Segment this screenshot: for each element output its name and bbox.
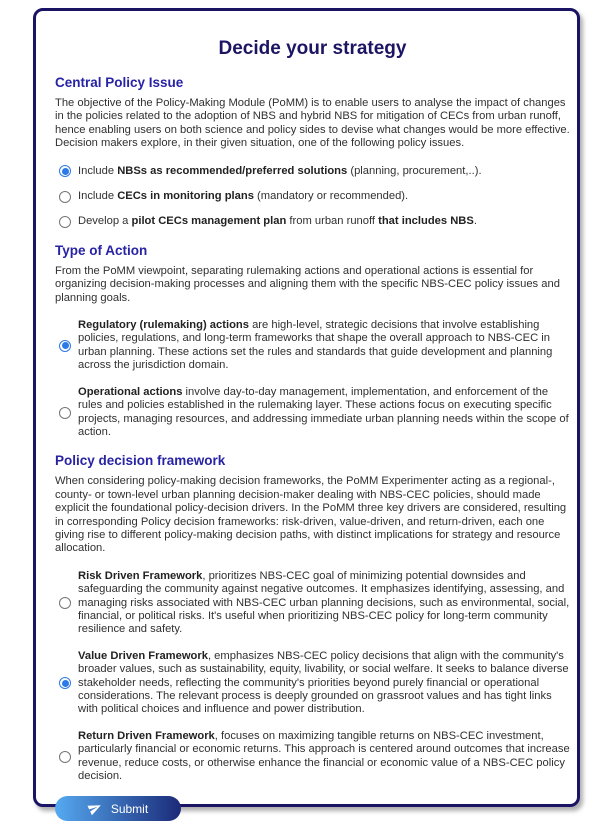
section-intro-type-of-action: From the PoMM viewpoint, separating rulemaking actions and operational actions is essential for organizing decision-making processes and aligning them with the specific NBS-CEC policy issues and planning goals. <box>55 264 560 304</box>
radio-risk-driven-framework-icon[interactable] <box>59 597 71 609</box>
option-value-driven-framework-label[interactable]: Value Driven Framework, emphasizes NBS-CEC policy decisions that align with the community's broader values, such as sustainability, equity, livability, or social welfare. It seeks to balance diverse stakeholder needs, reflecting the community's priorities beyond purely financial or operational considerations. The relevant process is deeply grounded on grassroot values and has tight links with political choices and influence and power distribution. <box>78 649 569 716</box>
decision-framework-options <box>55 570 570 784</box>
option-value-driven-framework[interactable] <box>55 650 570 717</box>
section-heading-central-policy-issue: Central Policy Issue <box>55 75 184 90</box>
option-nbs-recommended-solutions-label[interactable]: Include NBSs as recommended/preferred solutions (planning, procurement,..). <box>78 164 482 177</box>
section-heading-type-of-action: Type of Action <box>55 242 148 258</box>
section-heading-policy-decision-framework: Policy decision framework <box>55 453 226 469</box>
section-intro-policy-decision-framework: When considering policy-making decision frameworks, the PoMM Experimenter acting as a regional-, county- or town-level urban planning decision-maker dealing with NBS-CEC policies, should made explicit the foundational policy-decision drivers. In the PoMM three key drivers are considered, resulting in corresponding Policy decision frameworks: risk-driven, value-driven, and return-driven, each one giving rise to different policy-making decision paths, with distinct implications for strategy and resource allocation. <box>55 475 567 555</box>
option-pilot-cecs-management-plan-label[interactable]: Develop a pilot CECs management plan from urban runoff that includes NBS. <box>78 215 477 228</box>
paper-plane-icon <box>86 799 105 818</box>
radio-cecs-monitoring-plans-icon[interactable] <box>59 191 71 203</box>
section-intro-central-policy-issue: The objective of the Policy-Making Module (PoMM) is to enable users to analyse the impact of changes in the policies related to the adoption of NBS and hybrid NBS for mitigation of CECs from urban runoff, hence enabling users on both science and policy sides to devise what changes would be more effective. Decision makers explore, in their given situation, one of the following policy issues. <box>55 97 570 150</box>
strategy-form-card <box>33 8 580 816</box>
type-of-action-options <box>55 319 570 439</box>
radio-return-driven-framework-icon[interactable] <box>59 751 71 763</box>
option-return-driven-framework[interactable] <box>55 730 570 784</box>
option-operational-actions[interactable] <box>55 386 570 440</box>
option-return-driven-framework-label[interactable]: Return Driven Framework, focuses on maximizing tangible returns on NBS-CEC investment, particularly financial or economic returns. This approach is centered around outcomes that increase revenue, reduce costs, or otherwise enhance the financial or economic value of a NBS-CEC policy decision. <box>78 729 570 783</box>
radio-pilot-cecs-management-plan-icon[interactable] <box>59 216 71 228</box>
policy-issue-options <box>55 165 570 229</box>
option-risk-driven-framework[interactable] <box>55 570 570 637</box>
submit-button[interactable] <box>55 796 181 821</box>
page-title: Decide your strategy <box>218 38 407 59</box>
option-cecs-monitoring-plans[interactable] <box>55 190 570 203</box>
option-regulatory-actions[interactable] <box>55 319 570 373</box>
radio-nbs-recommended-solutions-icon[interactable] <box>59 165 71 177</box>
option-risk-driven-framework-label[interactable]: Risk Driven Framework, prioritizes NBS-CEC goal of minimizing potential downsides and safeguarding the community against negative outcomes. It emphasizes identifying, assessing, and managing risks associated with NBS-CEC urban planning decisions, such as environmental, social, financial, or political risks. It's useful when prioritizing NBS-CEC policy for long-term community resilience and safety. <box>78 569 570 636</box>
radio-regulatory-actions-icon[interactable] <box>59 340 71 352</box>
submit-label: Submit <box>110 801 149 816</box>
option-operational-actions-label[interactable]: Operational actions involve day-to-day management, implementation, and enforcement of the rules and policies established in the rulemaking layer. These actions focus on executing specific projects, managing resources, and addressing immediate urban planning needs within the scope of action. <box>78 385 569 438</box>
option-regulatory-actions-label[interactable]: Regulatory (rulemaking) actions are high-level, strategic decisions that involve establishing policies, regulations, and long-term frameworks that shape the overall approach to NBS-CEC in urban planning. These actions set the rules and standards that guide development and planning across the jurisdiction domain. <box>78 319 553 372</box>
radio-operational-actions-icon[interactable] <box>59 407 71 419</box>
option-cecs-monitoring-plans-label[interactable]: Include CECs in monitoring plans (mandatory or recommended). <box>78 190 409 203</box>
radio-value-driven-framework-icon[interactable] <box>59 677 71 689</box>
option-nbs-recommended-solutions[interactable] <box>55 165 570 178</box>
option-pilot-cecs-management-plan[interactable] <box>55 215 570 228</box>
